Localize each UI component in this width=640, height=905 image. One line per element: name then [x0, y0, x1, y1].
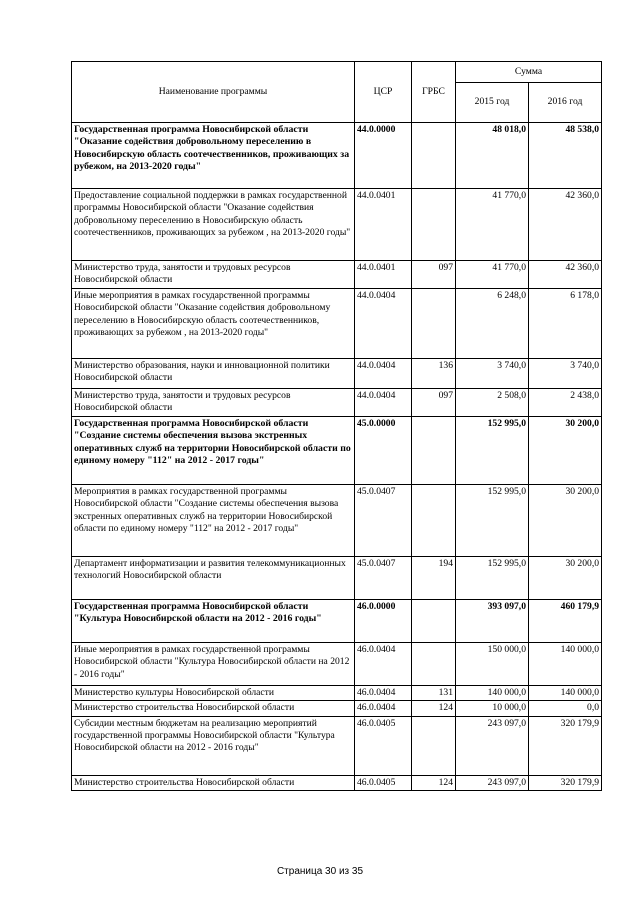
- cell-name: Мероприятия в рамках государственной программы Новосибирской области "Создание системы обеспечения вызова экстренных оперативных служб на территории Новосибирской области по единому номеру "112" на 2012 - 2017 годы": [72, 484, 355, 556]
- cell-grbs: 194: [412, 556, 456, 599]
- cell-name: Государственная программа Новосибирской области "Культура Новосибирской области на 2012 - 2016 годы": [72, 599, 355, 642]
- cell-name: Субсидии местным бюджетам на реализацию мероприятий государственной программы Новосибирской области "Культура Новосибирской области на 2012 - 2016 годы": [72, 716, 355, 775]
- cell-grbs: [412, 123, 456, 189]
- table-row: [72, 775, 602, 790]
- cell-2015: 243 097,0: [456, 716, 529, 775]
- header-grbs: ГРБС: [412, 62, 456, 123]
- cell-2016: 30 200,0: [529, 416, 602, 484]
- cell-2015: 2 508,0: [456, 388, 529, 416]
- cell-name: Министерство строительства Новосибирской области: [72, 701, 355, 716]
- cell-name: Министерство культуры Новосибирской области: [72, 685, 355, 700]
- cell-csr: 46.0.0405: [355, 716, 412, 775]
- cell-2016: 140 000,0: [529, 642, 602, 685]
- cell-2016: 6 178,0: [529, 288, 602, 358]
- cell-grbs: 097: [412, 261, 456, 289]
- cell-grbs: [412, 716, 456, 775]
- cell-csr: 44.0.0000: [355, 123, 412, 189]
- cell-name: Государственная программа Новосибирской области "Оказание содействия добровольному переселению в Новосибирскую область соотечественников, проживающих за рубежом, на 2013-2020 годы": [72, 123, 355, 189]
- cell-name: Министерство строительства Новосибирской области: [72, 775, 355, 790]
- table-row: [72, 701, 602, 716]
- cell-csr: 46.0.0000: [355, 599, 412, 642]
- cell-grbs: [412, 288, 456, 358]
- cell-2016: 48 538,0: [529, 123, 602, 189]
- cell-name: Министерство труда, занятости и трудовых ресурсов Новосибирской области: [72, 388, 355, 416]
- header-2015: 2015 год: [456, 83, 529, 123]
- cell-csr: 44.0.0401: [355, 189, 412, 261]
- cell-2016: 320 179,9: [529, 716, 602, 775]
- header-sum: Сумма: [456, 62, 602, 83]
- table-row: [72, 288, 602, 358]
- cell-csr: 45.0.0407: [355, 556, 412, 599]
- table-row: [72, 642, 602, 685]
- table-row: [72, 556, 602, 599]
- cell-2016: 30 200,0: [529, 484, 602, 556]
- table-row: [72, 416, 602, 484]
- table-row: [72, 685, 602, 700]
- cell-csr: 46.0.0404: [355, 642, 412, 685]
- table-row: [72, 123, 602, 189]
- cell-2016: 140 000,0: [529, 685, 602, 700]
- cell-grbs: 124: [412, 701, 456, 716]
- cell-csr: 45.0.0000: [355, 416, 412, 484]
- cell-2015: 152 995,0: [456, 416, 529, 484]
- cell-csr: 44.0.0404: [355, 358, 412, 388]
- cell-name: Государственная программа Новосибирской области "Создание системы обеспечения вызова экстренных оперативных служб на территории Новосибирской области по единому номеру "112" на 2012 - 2017 годы": [72, 416, 355, 484]
- cell-grbs: [412, 484, 456, 556]
- table-body: [72, 123, 602, 791]
- cell-grbs: [412, 642, 456, 685]
- cell-grbs: 097: [412, 388, 456, 416]
- cell-2016: 30 200,0: [529, 556, 602, 599]
- cell-name: Департамент информатизации и развития телекоммуникационных технологий Новосибирской области: [72, 556, 355, 599]
- cell-2015: 48 018,0: [456, 123, 529, 189]
- cell-2015: 140 000,0: [456, 685, 529, 700]
- cell-grbs: 136: [412, 358, 456, 388]
- cell-name: Министерство образования, науки и инновационной политики Новосибирской области: [72, 358, 355, 388]
- header-name: Наименование программы: [72, 62, 355, 123]
- cell-csr: 46.0.0405: [355, 775, 412, 790]
- cell-2015: 3 740,0: [456, 358, 529, 388]
- header-csr: ЦСР: [355, 62, 412, 123]
- cell-csr: 44.0.0404: [355, 288, 412, 358]
- cell-2015: 152 995,0: [456, 556, 529, 599]
- header-2016: 2016 год: [529, 83, 602, 123]
- cell-2015: 6 248,0: [456, 288, 529, 358]
- cell-grbs: 131: [412, 685, 456, 700]
- cell-2016: 2 438,0: [529, 388, 602, 416]
- cell-grbs: 124: [412, 775, 456, 790]
- cell-csr: 44.0.0404: [355, 388, 412, 416]
- cell-grbs: [412, 189, 456, 261]
- cell-grbs: [412, 416, 456, 484]
- table-row: [72, 599, 602, 642]
- cell-2015: 10 000,0: [456, 701, 529, 716]
- table-row: [72, 388, 602, 416]
- cell-name: Предоставление социальной поддержки в рамках государственной программы Новосибирской области "Оказание содействия добровольному переселению в Новосибирскую область соотечественников, проживающих за рубежом , на 2013-2020 годы": [72, 189, 355, 261]
- page-footer: Страница 30 из 35: [276, 866, 364, 877]
- cell-name: Иные мероприятия в рамках государственной программы Новосибирской области "Культура Новосибирской области на 2012 - 2016 годы": [72, 642, 355, 685]
- cell-2015: 41 770,0: [456, 189, 529, 261]
- cell-2016: 460 179,9: [529, 599, 602, 642]
- table-row: [72, 484, 602, 556]
- cell-2015: 243 097,0: [456, 775, 529, 790]
- cell-csr: 45.0.0407: [355, 484, 412, 556]
- cell-2016: 42 360,0: [529, 189, 602, 261]
- cell-csr: 46.0.0404: [355, 701, 412, 716]
- cell-2016: 42 360,0: [529, 261, 602, 289]
- cell-grbs: [412, 599, 456, 642]
- cell-name: Иные мероприятия в рамках государственной программы Новосибирской области "Оказание содействия добровольному переселению в Новосибирскую область соотечественников, проживающих за рубежом , на 2013-2020 годы": [72, 288, 355, 358]
- cell-2015: 41 770,0: [456, 261, 529, 289]
- cell-csr: 44.0.0401: [355, 261, 412, 289]
- cell-2016: 320 179,9: [529, 775, 602, 790]
- cell-2015: 150 000,0: [456, 642, 529, 685]
- cell-2016: 3 740,0: [529, 358, 602, 388]
- cell-csr: 46.0.0404: [355, 685, 412, 700]
- budget-table: [71, 61, 602, 791]
- table-row: [72, 261, 602, 289]
- table-row: [72, 358, 602, 388]
- cell-2015: 393 097,0: [456, 599, 529, 642]
- cell-2015: 152 995,0: [456, 484, 529, 556]
- cell-2016: 0,0: [529, 701, 602, 716]
- table-row: [72, 189, 602, 261]
- cell-name: Министерство труда, занятости и трудовых ресурсов Новосибирской области: [72, 261, 355, 289]
- table-row: [72, 716, 602, 775]
